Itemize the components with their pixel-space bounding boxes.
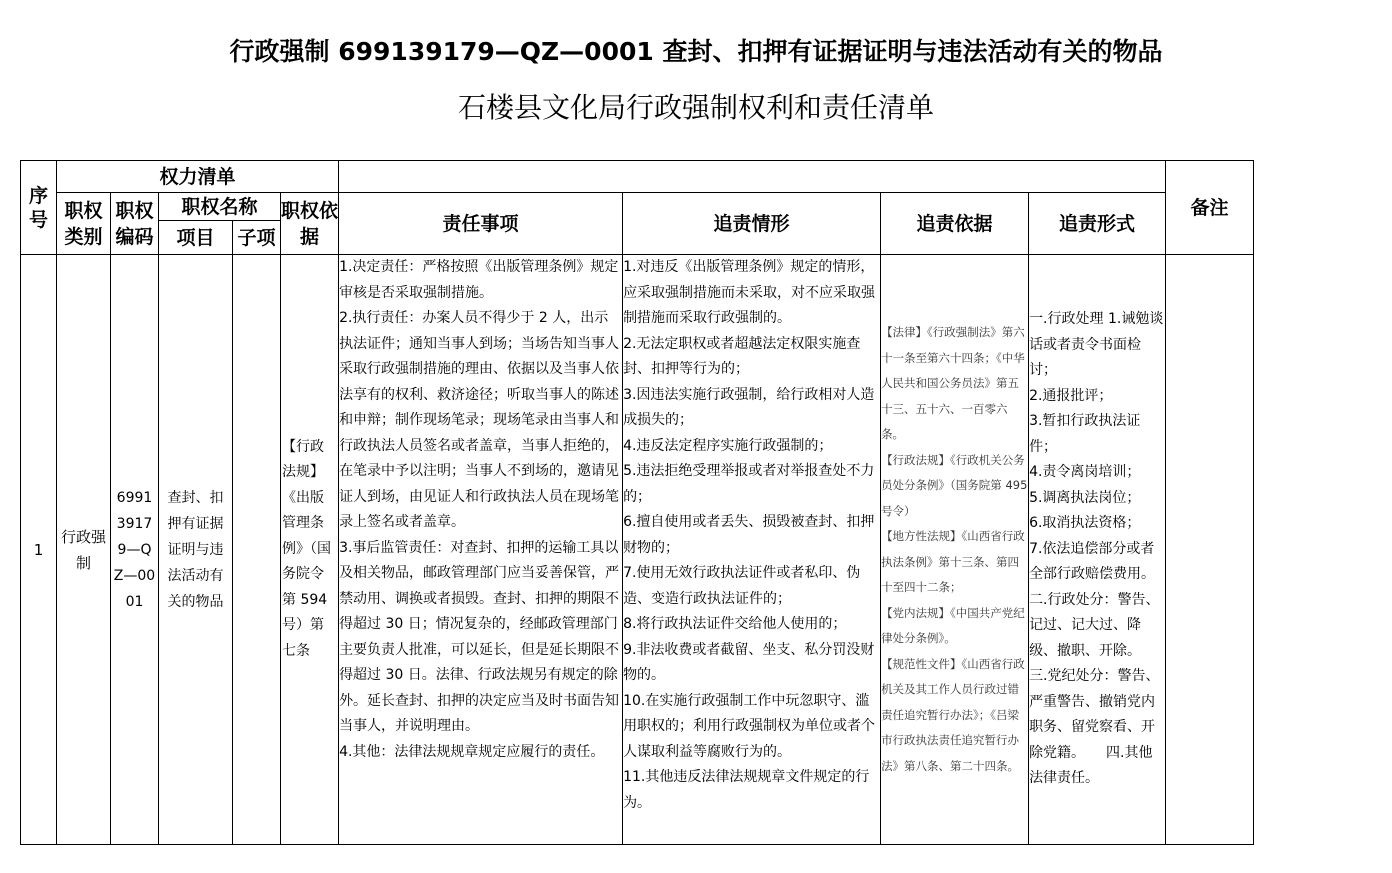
header-remark xyxy=(1166,161,1254,255)
form-item: 三.党纪处分：警告、严重警告、撤销党内职务、留党察看、开除党籍。 四.其他法律责任。 xyxy=(1029,668,1160,787)
header-item-label: 项目 xyxy=(176,226,215,249)
header-power-type xyxy=(57,193,111,255)
case-item: 6.擅自使用或者丢失、损毁被查封、扣押财物的； xyxy=(623,514,875,556)
basis-item: 【行政法规】《行政机关公务员处分条例》（国务院第 495 号令） xyxy=(881,452,1028,518)
header-duty xyxy=(339,193,623,255)
row-remark xyxy=(1166,255,1254,845)
form-item: 3.暂扣行政执法证件； xyxy=(1029,413,1141,455)
form-item: 2.通报批评； xyxy=(1029,387,1113,404)
case-item: 7.使用无效行政执法证件或者私印、伪造、变造行政执法证件的； xyxy=(623,565,861,607)
case-item: 10.在实施行政强制工作中玩忽职守、滥用职权的；利用行政强制权为单位或者个人谋取利益等腐败行为的。 xyxy=(623,692,876,760)
case-item: 11.其他违反法律法规规章文件规定的行为。 xyxy=(623,769,870,811)
document-subtitle: 石楼县文化局行政强制权利和责任清单 xyxy=(457,91,934,124)
basis-item: 【地方性法规】《山西省行政执法条例》第十三条、第四十至四十二条； xyxy=(881,529,1025,594)
header-accountability-basis-label: 追责依据 xyxy=(916,212,993,235)
basis-item: 【党内法规】《中国共产党纪律处分条例》。 xyxy=(881,605,1025,645)
responsibility-table xyxy=(20,160,1254,845)
case-item: 9.非法收费或者截留、坐支、私分罚没财物的。 xyxy=(623,641,875,683)
header-power-type-label: 职权类别 xyxy=(64,199,103,248)
header-power-list xyxy=(57,161,339,193)
header-accountability-basis xyxy=(881,193,1029,255)
header-accountability-case-label: 追责情形 xyxy=(713,212,790,235)
case-item: 1.对违反《出版管理条例》规定的情形，应采取强制措施而未采取，对不应采取强制措施而采取行政强制的。 xyxy=(623,259,876,326)
header-subitem xyxy=(233,221,281,255)
row-code-value: 699139179—QZ—0001 xyxy=(113,489,156,610)
row-basis xyxy=(281,255,339,845)
case-item: 3.因违法实施行政强制，给行政相对人造成损失的； xyxy=(623,386,875,428)
header-remark-label: 备注 xyxy=(1190,196,1229,219)
form-item: 二.行政处分：警告、记过、记大过、降级、撤职、开除。 xyxy=(1029,591,1160,659)
header-duty-label: 责任事项 xyxy=(442,212,519,235)
header-item xyxy=(159,221,233,255)
row-code xyxy=(111,255,159,845)
form-item: 一.行政处理 1.诫勉谈话或者责令书面检讨； xyxy=(1029,311,1164,379)
header-accountability-form-label: 追责形式 xyxy=(1059,212,1136,235)
row-item-value: 查封、扣押有证据证明与违法活动有关的物品 xyxy=(167,489,224,610)
duty-paragraph: 2.执行责任：办案人员不得少于 2 人，出示执法证件；通知当事人到场；当场告知当事人采取行政强制措施的理由、依据以及当事人依法享有的权利、救济途径；听取当事人的陈述和申辩；制作现场笔录；现场笔录由当事人和行政执法人员签名或者盖章，当事人拒绝的，在笔录中予以注明；当事人不到场的，邀请见证人到场，由见证人和行政执法人员在现场笔录上签名或者盖章。 xyxy=(339,310,620,530)
header-seq-label: 序号 xyxy=(28,184,48,231)
row-item xyxy=(159,255,233,845)
duty-paragraph: 3.事后监管责任：对查封、扣押的运输工具以及相关物品，邮政管理部门应当妥善保管，严禁动用、调换或者损毁。查封、扣押的期限不得超过 30 日；情况复杂的，经邮政管理部门主要负责人批准，可以延长，但是延长期限不得超过 30 日。法律、行政法规另有规定的除外。延长查封、扣押的决定应当及时书面告知当事人，并说明理由。 xyxy=(339,539,620,734)
header-power-basis xyxy=(281,193,339,255)
basis-item: 【规范性文件】《山西省行政机关及其工作人员行政过错责任追究暂行办法》；《吕梁市行政执法责任追究暂行办法》第八条、第二十四条。 xyxy=(881,656,1025,773)
header-seq xyxy=(21,161,57,255)
form-item: 5.调离执法岗位； xyxy=(1029,489,1141,506)
header-power-name-label: 职权名称 xyxy=(181,195,258,218)
case-item: 4.违反法定程序实施行政强制的； xyxy=(623,437,833,454)
form-item: 7.依法追偿部分或者全部行政赔偿费用。 xyxy=(1029,540,1156,583)
case-item: 8.将行政执法证件交给他人使用的； xyxy=(623,616,847,632)
row-type xyxy=(57,255,111,845)
row-seq-value: 1 xyxy=(33,540,44,559)
row-subitem xyxy=(233,255,281,845)
case-item: 5.违法拒绝受理举报或者对举报查处不力的； xyxy=(623,463,875,505)
row-basis-list xyxy=(881,255,1029,845)
header-power-code-label: 职权编码 xyxy=(115,199,154,248)
row-cases xyxy=(623,255,881,845)
header-accountability-case xyxy=(623,193,881,255)
form-item: 6.取消执法资格； xyxy=(1029,515,1141,532)
row-basis-value: 【行政法规】《出版管理条例》（国务院令第 594 号）第七条 xyxy=(282,438,331,659)
row-forms xyxy=(1029,255,1166,845)
row-type-value: 行政强制 xyxy=(60,527,106,572)
header-power-name xyxy=(159,193,281,221)
header-blank xyxy=(339,161,1166,193)
header-power-basis-label: 职权依据 xyxy=(281,199,339,248)
header-power-list-label: 权力清单 xyxy=(159,165,236,188)
row-seq xyxy=(21,255,57,845)
row-duty xyxy=(339,255,623,845)
duty-paragraph: 1.决定责任：严格按照《出版管理条例》规定审核是否采取强制措施。 xyxy=(339,259,619,301)
header-power-code xyxy=(111,193,159,255)
duty-paragraph: 4.其他：法律法规规章规定应履行的责任。 xyxy=(339,743,605,760)
form-item: 4.责令离岗培训； xyxy=(1029,464,1141,481)
case-item: 2.无法定职权或者超越法定权限实施查封、扣押等行为的； xyxy=(623,335,861,377)
document-title: 行政强制 699139179—QZ—0001 查封、扣押有证据证明与违法活动有关的物品 xyxy=(229,37,1163,66)
basis-item: 【法律】《行政强制法》第六十一条至第六十四条；《中华人民共和国公务员法》第五十三、五十六、一百零六条。 xyxy=(881,325,1025,441)
header-accountability-form xyxy=(1029,193,1166,255)
header-subitem-label: 子项 xyxy=(237,226,276,249)
